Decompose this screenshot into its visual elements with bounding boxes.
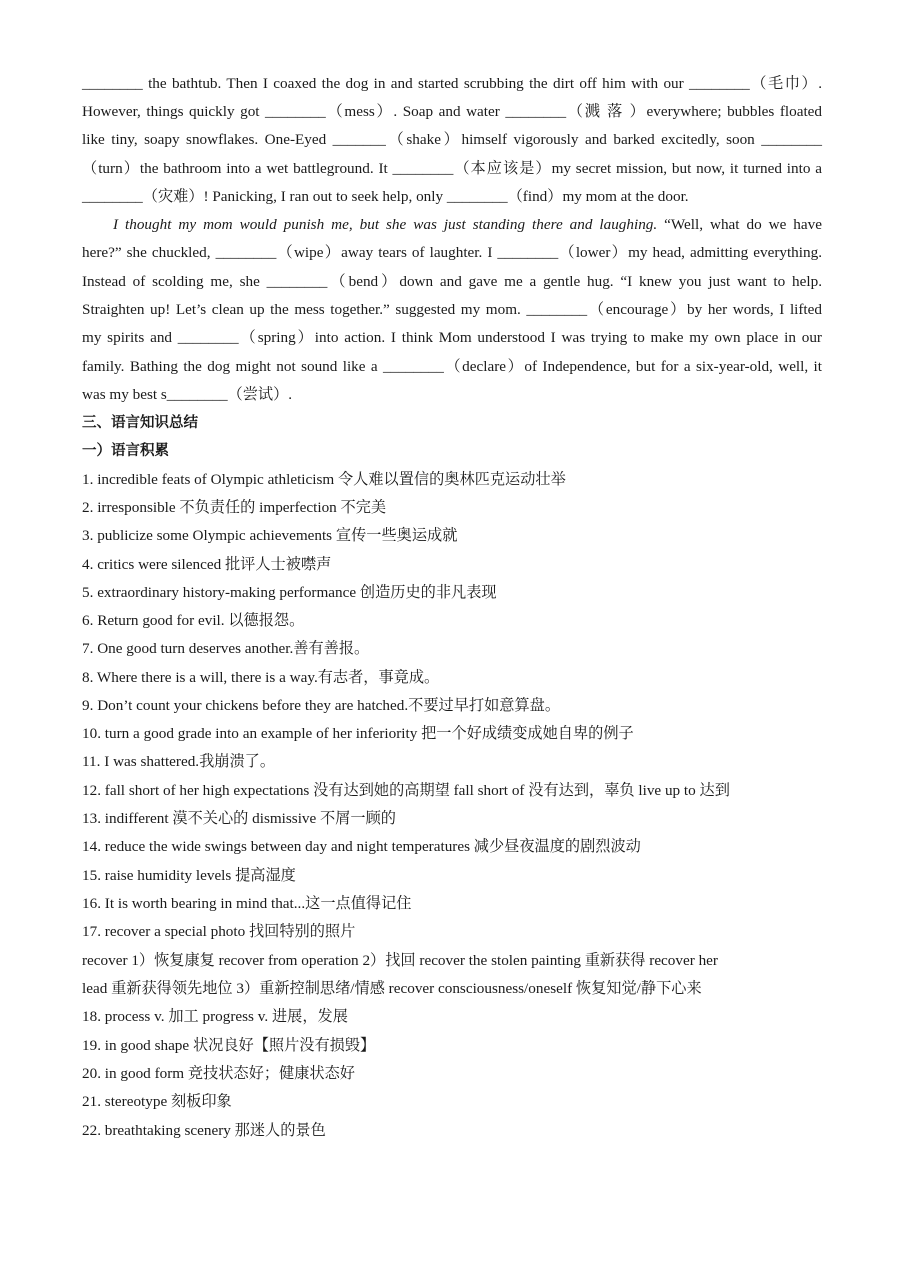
passage-line: However, things quickly got ________（mess）. Soap and water ________（溅 落 ）everywhere; bubbles floated	[82, 103, 822, 120]
list-item: lead 重新获得领先地位 3）重新控制思绪/情感 recover consciousness/oneself 恢复知觉/静下心来	[82, 980, 702, 997]
list-item: 2. irresponsible 不负责任的 imperfection 不完美	[82, 499, 387, 516]
list-item: 7. One good turn deserves another.善有善报。	[82, 640, 370, 657]
list-item: 19. in good shape 状况良好【照片没有损毁】	[82, 1037, 376, 1054]
passage-line: here?” she chuckled, ________（wipe）away tears of laughter. I ________（lower）my head, admitting everything.	[82, 244, 822, 261]
list-item: 12. fall short of her high expectations 没有达到她的高期望 fall short of 没有达到，辜负 live up to 达到	[82, 782, 730, 799]
list-item: 13. indifferent 漠不关心的 dismissive 不屑一顾的	[82, 810, 396, 827]
passage-line	[113, 215, 822, 235]
subsection-title: 一）语言积累	[82, 443, 169, 459]
list-item: 11. I was shattered.我崩溃了。	[82, 753, 276, 770]
passage-first-sentence-rest: “Well, what do we have	[657, 216, 822, 233]
list-item: 3. publicize some Olympic achievements 宣传一些奥运成就	[82, 527, 458, 544]
passage-line: my spirits and ________（spring）into action. I think Mom understood I was trying to make my own place in our	[82, 329, 822, 346]
list-item: 9. Don’t count your chickens before they are hatched.不要过早打如意算盘。	[82, 697, 561, 714]
passage-line: family. Bathing the dog might not sound like a ________（declare）of Independence, but for a six-year-old, well, it	[82, 358, 822, 375]
list-item: 17. recover a special photo 找回特别的照片	[82, 923, 356, 940]
passage-first-sentence: I thought my mom would punish me, but she was just standing there and laughing.	[113, 216, 658, 233]
passage-line: Instead of scolding me, she ________（bend）down and gave me a gentle hug. “I knew you just want to help.	[82, 273, 822, 290]
passage-line: Straighten up! Let’s clean up the mess together.” suggested my mom. ________（encourage）by her words, I lifted	[82, 301, 822, 318]
list-item: 21. stereotype 刻板印象	[82, 1093, 232, 1110]
list-item: 14. reduce the wide swings between day and night temperatures 减少昼夜温度的剧烈波动	[82, 838, 641, 855]
list-item: 5. extraordinary history-making performance 创造历史的非凡表现	[82, 584, 497, 601]
passage-line: was my best s________（尝试）.	[82, 386, 293, 403]
passage-line: like tiny, soapy snowflakes. One-Eyed _______（shake）himself vigorously and barked excitedly, soon ________	[82, 131, 822, 148]
list-item: 10. turn a good grade into an example of her inferiority 把一个好成绩变成她自卑的例子	[82, 725, 634, 742]
list-item: 15. raise humidity levels 提高湿度	[82, 867, 296, 884]
list-item: 22. breathtaking scenery 那迷人的景色	[82, 1122, 326, 1139]
passage-line: ________（灾难）! Panicking, I ran out to seek help, only ________（find）my mom at the door.	[82, 188, 689, 205]
list-item: 4. critics were silenced 批评人士被噤声	[82, 556, 332, 573]
section-title: 三、语言知识总结	[82, 415, 198, 431]
list-item: 6. Return good for evil. 以德报怨。	[82, 612, 305, 629]
list-item: 1. incredible feats of Olympic athleticism 令人难以置信的奥林匹克运动壮举	[82, 471, 566, 488]
list-item: 20. in good form 竞技状态好；健康状态好	[82, 1065, 355, 1082]
list-item: 8. Where there is a will, there is a way.有志者，事竟成。	[82, 669, 440, 686]
list-item: recover 1）恢复康复 recover from operation 2）找回 recover the stolen painting 重新获得 recover her	[82, 952, 718, 969]
passage-line: （turn）the bathroom into a wet battleground. It ________（本应该是）my secret mission, but now, it turned into a	[82, 160, 822, 177]
list-item: 18. process v. 加工 progress v. 进展，发展	[82, 1008, 348, 1025]
list-item: 16. It is worth bearing in mind that...这一点值得记住	[82, 895, 412, 912]
passage-line: ________ the bathtub. Then I coaxed the dog in and started scrubbing the dirt off him with our ________（毛巾）.	[82, 75, 822, 92]
